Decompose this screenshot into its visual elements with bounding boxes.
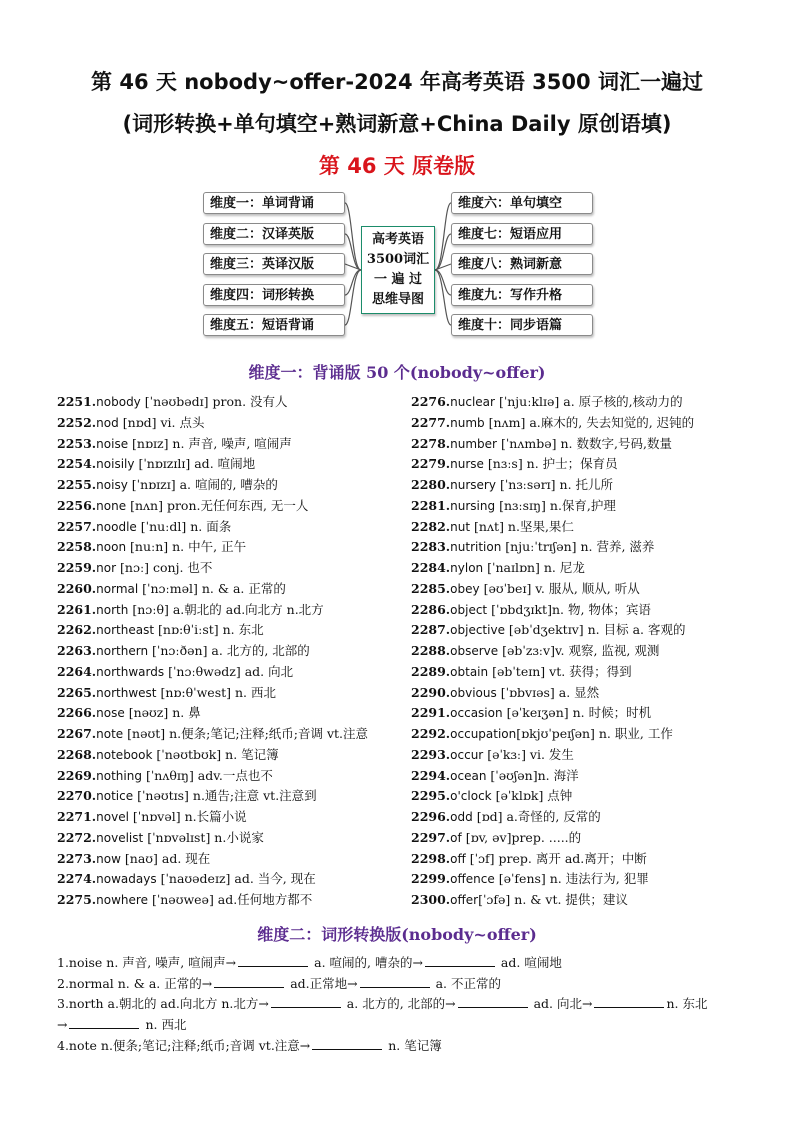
exercise-text: →: [57, 1017, 68, 1032]
word-entry: [411, 849, 694, 870]
word-number: 2297.: [411, 829, 451, 845]
word-number: 2273.: [57, 850, 97, 866]
word-headword: north: [96, 602, 129, 617]
word-definition: [ˈɔf] prep. 离开 ad.离开；中断: [465, 850, 647, 866]
answer-blank[interactable]: [425, 953, 495, 967]
word-headword: noisy: [96, 478, 128, 492]
word-number: 2284.: [411, 560, 451, 575]
mindmap-node: 维度九：写作升格: [451, 284, 593, 306]
word-entry: [57, 537, 368, 558]
word-number: 2300.: [411, 892, 451, 907]
word-entry: [57, 600, 368, 621]
word-number: 2287.: [411, 622, 451, 638]
word-headword: number: [450, 436, 497, 451]
word-number: 2270.: [57, 788, 97, 804]
word-entry: [57, 579, 368, 600]
word-entry: [411, 869, 694, 890]
word-headword: of: [450, 830, 462, 845]
word-number: 2262.: [57, 622, 97, 638]
word-definition: [ˈnəʊtɪs] n.通告;注意 vt.注意到: [133, 788, 317, 804]
word-number: 2263.: [57, 643, 97, 658]
word-entry: [57, 890, 368, 911]
word-headword: novel: [96, 810, 129, 824]
exercise-text: a. 北方的, 北部的→: [342, 996, 456, 1011]
word-number: 2279.: [411, 456, 451, 472]
word-headword: notebook: [96, 747, 153, 762]
word-entry: [411, 745, 694, 766]
word-number: 2269.: [57, 767, 97, 783]
word-headword: now: [96, 851, 121, 866]
word-headword: noise: [96, 436, 129, 451]
word-definition: [nəʊt] n.便条;笔记;注释;纸币;音调 vt.注意: [123, 726, 369, 741]
word-number: 2267.: [57, 726, 97, 741]
word-definition: [əbˈteɪn] vt. 获得；得到: [488, 663, 632, 679]
word-definition: [ˈnʌmbə] n. 数数字,号码,数量: [497, 435, 672, 451]
word-definition: [ˈnəʊbədɪ] pron. 没有人: [140, 394, 288, 409]
word-definition: [ˈnɔːməl] n. & a. 正常的: [138, 580, 286, 596]
word-headword: observe: [450, 644, 499, 658]
word-definition: [əbˈzɜːv]v. 观察, 监视, 观测: [498, 643, 660, 658]
word-headword: obtain: [450, 664, 489, 679]
exercise-item: [57, 1036, 747, 1057]
word-number: 2281.: [411, 497, 451, 513]
word-definition: [nɒd] vi. 点头: [118, 414, 205, 430]
page-title: 第 46 天 nobody~offer-2024 年高考英语 3500 词汇一遍过: [91, 70, 703, 94]
word-entry: [411, 537, 694, 558]
mindmap-node: 维度六：单句填空: [451, 192, 593, 214]
word-entry: [411, 662, 694, 683]
word-definition: [ˈnʌθɪŋ] adv.一点也不: [141, 767, 273, 783]
word-entry: [411, 807, 694, 828]
word-entry: [411, 724, 694, 745]
word-number: 2285.: [411, 580, 451, 596]
exercise-text: 2.normal n. & a. 正常的→: [57, 976, 213, 991]
exercise-text: a. 不正常的: [431, 976, 501, 991]
word-number: 2295.: [411, 788, 451, 804]
word-entry: [411, 786, 694, 807]
word-definition: [ˈnəʊtbʊk] n. 笔记簿: [152, 746, 279, 762]
word-entry: [57, 558, 368, 579]
word-entry: [57, 683, 368, 704]
word-number: 2282.: [411, 518, 451, 534]
word-headword: ocean: [450, 768, 487, 783]
word-definition: [əbˈdʒektɪv] n. 目标 a. 客观的: [504, 622, 686, 638]
mindmap-node: 维度七：短语应用: [451, 223, 593, 245]
word-entry: [411, 558, 694, 579]
word-headword: northeast: [96, 623, 155, 638]
word-list-right: [411, 392, 694, 911]
answer-blank[interactable]: [238, 953, 308, 967]
word-definition: [nɒɪz] n. 声音, 噪声, 喧闹声: [128, 435, 292, 451]
word-definition: [nɔːθ] a.朝北的 ad.向北方 n.北方: [128, 601, 324, 617]
word-definition: [ˈnaɪlɒn] n. 尼龙: [483, 560, 585, 575]
exercise-item: [57, 994, 747, 1015]
word-definition: [nʌt] n.坚果,果仁: [470, 518, 574, 534]
word-definition: [ˈnuːdl] n. 面条: [136, 518, 232, 534]
word-definition: [nʌn] pron.无任何东西, 无一人: [126, 497, 309, 513]
word-headword: noodle: [96, 519, 137, 534]
word-definition: [əʊˈbeɪ] v. 服从, 顺从, 听从: [479, 580, 640, 596]
word-number: 2298.: [411, 850, 451, 866]
word-headword: nowadays: [96, 872, 157, 887]
word-number: 2288.: [411, 643, 451, 658]
word-definition: [ˈnjuːklɪə] a. 原子核的,核动力的: [494, 394, 683, 409]
exercise-text: n. 笔记簿: [384, 1038, 442, 1053]
exercise-text: n. 东北: [666, 996, 708, 1011]
page-subtitle: (词形转换+单句填空+熟词新意+China Daily 原创语填): [122, 112, 672, 136]
word-definition: [ˈnaʊədeɪz] ad. 当今, 现在: [156, 871, 316, 887]
word-entry: [57, 517, 368, 538]
word-number: 2276.: [411, 394, 451, 409]
word-entry: [411, 413, 694, 434]
word-entry: [411, 496, 694, 517]
word-headword: nursing: [450, 498, 496, 513]
word-number: 2271.: [57, 809, 97, 824]
exercise-item: [57, 974, 747, 995]
mindmap-node: 维度四：词形转换: [203, 284, 345, 306]
word-number: 2252.: [57, 414, 97, 430]
word-number: 2290.: [411, 684, 451, 700]
word-headword: novelist: [96, 830, 144, 845]
mindmap-node: 维度十：同步语篇: [451, 314, 593, 336]
word-number: 2278.: [411, 435, 451, 451]
word-headword: nurse: [450, 457, 484, 472]
word-entry: [57, 807, 368, 828]
word-number: 2251.: [57, 394, 97, 409]
word-definition: [əˈfens] n. 违法行为, 犯罪: [494, 871, 649, 887]
word-headword: occasion: [450, 706, 503, 721]
word-headword: northwest: [96, 685, 157, 700]
word-headword: obvious: [450, 685, 497, 700]
exercise-text: ad. 喧闹地: [496, 955, 562, 970]
exercise-item: [57, 953, 747, 974]
word-headword: northwards: [96, 664, 165, 679]
word-number: 2277.: [411, 414, 451, 430]
word-number: 2283.: [411, 539, 451, 555]
answer-blank[interactable]: [594, 994, 664, 1008]
word-headword: objective: [450, 623, 505, 638]
word-entry: [57, 475, 368, 496]
word-definition: [ˈɒbvɪəs] a. 显然: [496, 684, 600, 700]
word-entry: [57, 703, 368, 724]
mindmap-node: 维度二：汉译英版: [203, 223, 345, 245]
exercise-text: a. 喧闹的, 嘈杂的→: [310, 955, 423, 970]
word-definition: [nʌm] a.麻木的, 失去知觉的, 迟钝的: [484, 414, 695, 430]
word-headword: o'clock: [450, 789, 492, 804]
word-number: 2264.: [57, 663, 97, 679]
word-entry: [411, 579, 694, 600]
word-definition: [ˈnɒɪzɪlɪ] ad. 喧闹地: [134, 456, 256, 472]
edition-title: 第 46 天 原卷版: [318, 154, 476, 178]
word-entry: [411, 454, 694, 475]
word-entry: [57, 392, 368, 413]
word-number: 2258.: [57, 539, 97, 555]
word-number: 2268.: [57, 746, 97, 762]
word-headword: nutrition: [450, 540, 502, 555]
word-headword: normal: [96, 581, 139, 596]
answer-blank[interactable]: [458, 994, 528, 1008]
word-number: 2296.: [411, 809, 451, 824]
exercise-text: 1.noise n. 声音, 噪声, 喧闹声→: [57, 955, 237, 970]
word-headword: occupation: [450, 727, 517, 741]
word-definition: [ˈnɔːðən] a. 北方的, 北部的: [148, 643, 310, 658]
word-number: 2292.: [411, 726, 451, 741]
word-number: 2265.: [57, 684, 97, 700]
word-entry: [57, 849, 368, 870]
word-number: 2293.: [411, 746, 451, 762]
word-number: 2261.: [57, 601, 97, 617]
word-list-left: [57, 392, 368, 911]
word-definition: [ˈnɜːsərɪ] n. 托儿所: [495, 477, 614, 492]
word-definition: [ˈnəʊweə] ad.任何地方都不: [147, 892, 313, 907]
exercise-text: ad. 向北→: [529, 996, 593, 1011]
word-headword: odd: [450, 810, 473, 824]
word-entry: [57, 786, 368, 807]
word-definition: [nɜːs] n. 护士；保育员: [483, 456, 618, 472]
word-definition: [nuːn] n. 中午, 正午: [126, 539, 247, 555]
word-entry: [411, 434, 694, 455]
answer-blank[interactable]: [271, 994, 341, 1008]
word-number: 2257.: [57, 518, 97, 534]
word-headword: nobody: [96, 395, 141, 409]
word-number: 2286.: [411, 601, 451, 617]
word-number: 2259.: [57, 560, 97, 575]
mindmap-center-line: 一 遍 过: [373, 272, 423, 287]
word-definition: [əˈkɜː] vi. 发生: [483, 746, 574, 762]
word-number: 2289.: [411, 663, 451, 679]
word-headword: northern: [96, 644, 149, 658]
word-definition: [əˈklɒk] 点钟: [491, 788, 573, 804]
mindmap-center-line: 3500词汇: [366, 252, 430, 267]
word-entry: [57, 662, 368, 683]
word-headword: offer: [450, 893, 479, 907]
word-entry: [411, 620, 694, 641]
word-definition: [nəʊz] n. 鼻: [124, 705, 201, 721]
word-definition: [ɒkjʊˈpeɪʃən] n. 职业, 工作: [516, 726, 673, 741]
word-headword: nothing: [96, 768, 142, 783]
word-definition: [nɜːsɪŋ] n.保育,护理: [495, 497, 616, 513]
word-definition: [ˈnɒɪzɪ] a. 喧闹的, 嘈杂的: [127, 477, 278, 492]
word-entry: [411, 703, 694, 724]
word-number: 2299.: [411, 871, 451, 887]
word-number: 2280.: [411, 477, 451, 492]
mindmap-node: 维度五：短语背诵: [203, 314, 345, 336]
word-entry: [411, 683, 694, 704]
word-entry: [57, 869, 368, 890]
answer-blank[interactable]: [312, 1036, 382, 1050]
word-headword: nowhere: [96, 893, 148, 907]
word-headword: obey: [450, 581, 480, 596]
word-entry: [411, 641, 694, 662]
word-headword: object: [450, 602, 488, 617]
word-headword: nod: [96, 415, 119, 430]
word-headword: numb: [450, 415, 485, 430]
word-headword: nursery: [450, 478, 496, 492]
exercise-text: ad.正常地→: [286, 976, 358, 991]
word-entry: [411, 517, 694, 538]
word-definition: [nɒ:θˈiːst] n. 东北: [154, 622, 264, 638]
word-headword: note: [96, 727, 124, 741]
word-entry: [411, 766, 694, 787]
exercise-text: 4.note n.便条;笔记;注释;纸币;音调 vt.注意→: [57, 1038, 311, 1053]
word-entry: [57, 496, 368, 517]
word-entry: [57, 434, 368, 455]
word-definition: [ˈɔfə] n. & vt. 提供；建议: [478, 892, 628, 907]
word-number: 2254.: [57, 456, 97, 472]
word-number: 2266.: [57, 705, 97, 721]
word-headword: noon: [96, 540, 127, 555]
word-number: 2291.: [411, 705, 451, 721]
word-headword: nuclear: [450, 395, 495, 409]
word-entry: [411, 890, 694, 911]
word-definition: [ˈnɔːθwədz] ad. 向北: [164, 663, 294, 679]
word-entry: [57, 766, 368, 787]
word-entry: [57, 413, 368, 434]
word-entry: [57, 828, 368, 849]
word-entry: [411, 828, 694, 849]
word-headword: none: [96, 498, 127, 513]
word-headword: nor: [96, 561, 117, 575]
word-entry: [57, 745, 368, 766]
word-entry: [411, 392, 694, 413]
word-definition: [nɔː] conj. 也不: [116, 560, 213, 575]
word-number: 2256.: [57, 497, 97, 513]
word-number: 2275.: [57, 892, 97, 907]
exercise-text: 3.north a.朝北的 ad.向北方 n.北方→: [57, 996, 269, 1011]
word-number: 2255.: [57, 477, 97, 492]
word-headword: offence: [450, 872, 495, 887]
mindmap-center-line: 思维导图: [371, 292, 424, 307]
word-number: 2260.: [57, 580, 97, 596]
word-number: 2294.: [411, 767, 451, 783]
word-number: 2272.: [57, 829, 97, 845]
word-headword: nylon: [450, 561, 484, 575]
word-entry: [57, 454, 368, 475]
mindmap-node: 维度一：单词背诵: [203, 192, 345, 214]
word-entry: [411, 600, 694, 621]
word-headword: noisily: [96, 457, 135, 472]
word-headword: occur: [450, 747, 484, 762]
word-definition: [ˈnɒvəlɪst] n.小说家: [143, 829, 264, 845]
exercise-item: [57, 1015, 747, 1036]
word-definition: [njuːˈtrɪʃən] n. 营养, 滋养: [501, 539, 655, 555]
word-definition: [əˈkeɪʒən] n. 时候；时机: [502, 705, 652, 721]
mindmap-center: [361, 226, 435, 314]
word-definition: [nɒ:θˈwest] n. 西北: [156, 684, 276, 700]
word-definition: [ˈɒbdʒɪkt]n. 物, 物体；宾语: [487, 601, 651, 617]
word-headword: nose: [96, 706, 125, 721]
answer-blank[interactable]: [69, 1015, 139, 1029]
word-headword: off: [450, 851, 466, 866]
word-entry: [57, 724, 368, 745]
word-entry: [57, 620, 368, 641]
word-entry: [411, 475, 694, 496]
word-headword: nut: [450, 519, 471, 534]
word-definition: [ɒv, əv]prep. .....的: [461, 829, 582, 845]
answer-blank[interactable]: [360, 974, 430, 988]
mindmap-node: 维度八：熟词新意: [451, 253, 593, 275]
section-heading: 维度二：词形转换版(nobody~offer): [257, 925, 537, 944]
section-heading: 维度一：背诵版 50 个(nobody~offer): [248, 363, 546, 382]
word-definition: [naʊ] ad. 现在: [120, 850, 211, 866]
word-headword: notice: [96, 789, 134, 804]
word-number: 2253.: [57, 435, 97, 451]
word-definition: [ɒd] a.奇怪的, 反常的: [472, 809, 601, 824]
word-definition: [ˈəʊʃən]n. 海洋: [486, 767, 579, 783]
word-definition: [ˈnɒvəl] n.长篇小说: [128, 809, 247, 824]
answer-blank[interactable]: [214, 974, 284, 988]
mindmap-center-line: 高考英语: [371, 232, 424, 247]
mindmap-node: 维度三：英译汉版: [203, 253, 345, 275]
exercise-text: n. 西北: [141, 1017, 187, 1032]
word-entry: [57, 641, 368, 662]
word-number: 2274.: [57, 871, 97, 887]
